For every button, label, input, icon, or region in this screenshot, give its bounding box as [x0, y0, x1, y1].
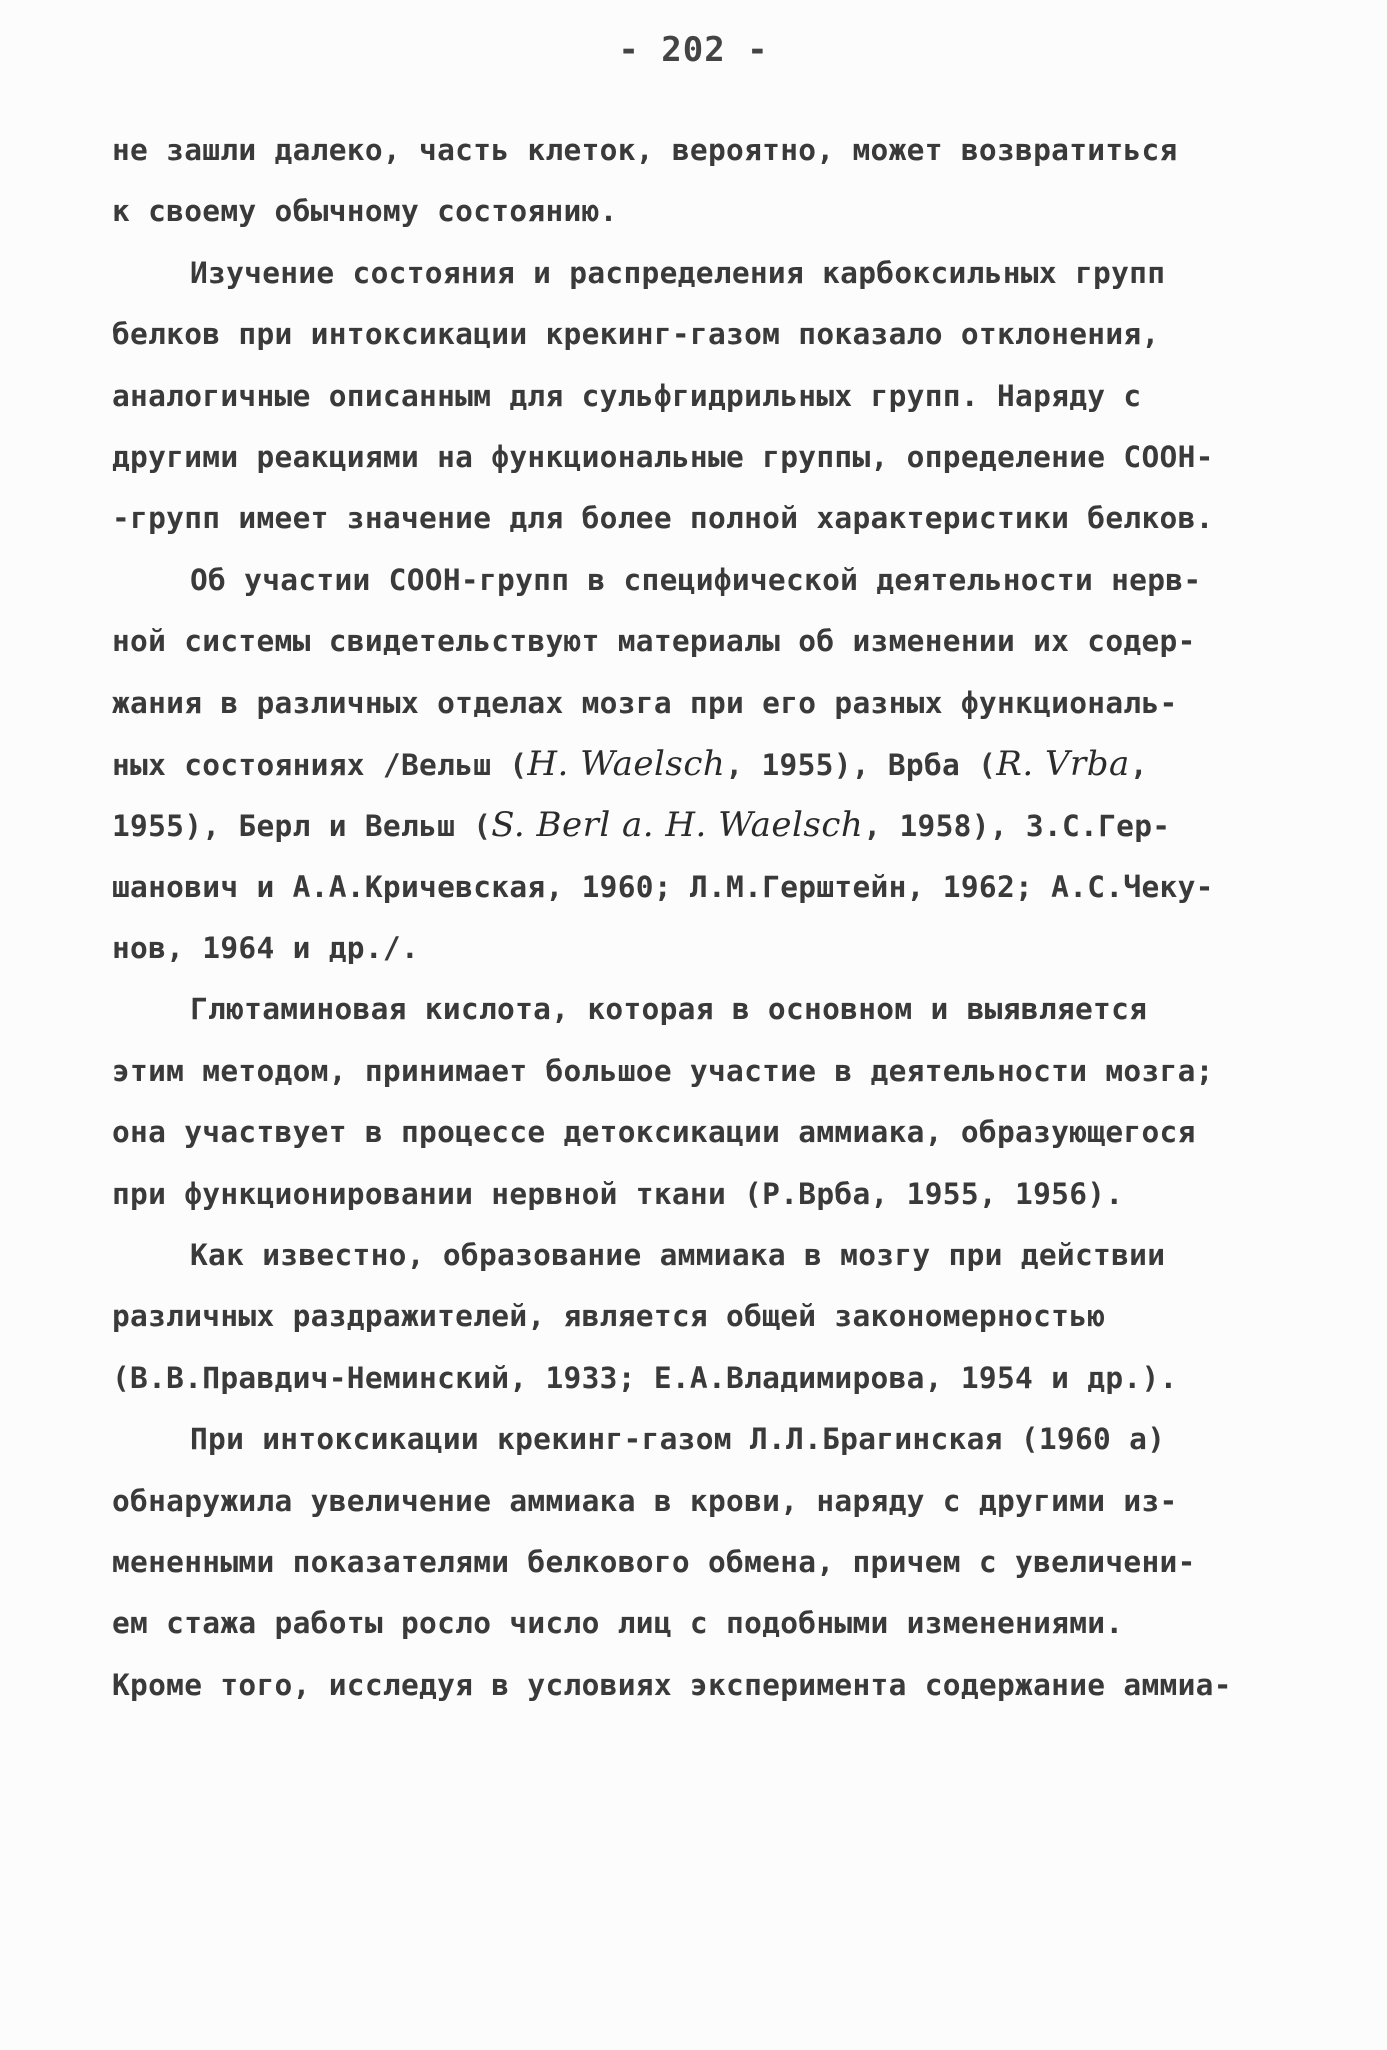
handwritten-citation: R. Vrba	[996, 743, 1130, 784]
paragraph-start-line: Как известно, образование аммиака в мозгу при действии	[190, 1238, 1166, 1273]
handwritten-citation: H. Waelsch	[527, 743, 726, 784]
typed-segment: , 1955), Врба (	[725, 747, 997, 782]
paragraph-start-line: Глютаминовая кислота, которая в основном и выявляется	[190, 992, 1148, 1027]
text-line-with-handwriting	[112, 734, 1292, 795]
paragraph-start-line: Об участии COOH-групп в специфической деятельности нерв-	[190, 562, 1202, 597]
text-line: не зашли далеко, часть клеток, вероятно, может возвратиться	[112, 133, 1178, 167]
text-line: Кроме того, исследуя в условиях эксперимента содержание аммиа-	[112, 1667, 1232, 1702]
text-line: к своему обычному состоянию.	[112, 194, 618, 229]
text-line: она участвует в процессе детоксикации аммиака, образующегося	[112, 1115, 1196, 1150]
text-line: аналогичные описанным для сульфгидрильных групп. Наряду с	[112, 378, 1142, 413]
typed-segment: ных состояниях /Вельш (	[112, 747, 528, 782]
paragraph-start-line: Изучение состояния и распределения карбоксильных групп	[190, 255, 1166, 290]
text-line-with-handwriting	[112, 795, 1292, 856]
text-line: ной системы свидетельствуют материалы об изменении их содер-	[112, 624, 1196, 659]
typed-segment: ,	[1129, 747, 1148, 782]
typed-segment: 1955), Берл и Вельш (	[112, 809, 492, 844]
paragraph-start-line: При интоксикации крекинг-газом Л.Л.Брагинская (1960 а)	[190, 1422, 1166, 1457]
text-line: белков при интоксикации крекинг-газом показало отклонения,	[112, 317, 1160, 352]
page-number: - 202 -	[618, 30, 769, 70]
text-line: мененными показателями белкового обмена, причем с увеличени-	[112, 1544, 1196, 1579]
text-line: различных раздражителей, является общей закономерностью	[112, 1299, 1106, 1334]
text-line: жания в различных отделах мозга при его разных функциональ-	[112, 685, 1178, 720]
text-line: другими реакциями на функциональные группы, определение COOH-	[112, 439, 1214, 474]
text-line: обнаружила увеличение аммиака в крови, наряду с другими из-	[112, 1483, 1178, 1518]
text-line: шанович и А.А.Кричевская, 1960; Л.М.Герштейн, 1962; А.С.Чеку-	[112, 869, 1214, 904]
text-line: этим методом, принимает большое участие в деятельности мозга;	[112, 1053, 1214, 1088]
text-line: -групп имеет значение для более полной характеристики белков.	[112, 501, 1214, 536]
text-line: ем стажа работы росло число лиц с подобными изменениями.	[112, 1606, 1124, 1641]
handwritten-citation: S. Berl a. H. Waelsch	[491, 805, 864, 846]
document-body	[112, 120, 1292, 1716]
text-line: при функционировании нервной ткани (Р.Врба, 1955, 1956).	[112, 1176, 1124, 1211]
text-line: (В.В.Правдич-Неминский, 1933; Е.А.Владимирова, 1954 и др.).	[112, 1360, 1178, 1395]
typed-segment: , 1958), З.С.Гер-	[863, 809, 1171, 844]
text-line: нов, 1964 и др./.	[112, 931, 420, 966]
